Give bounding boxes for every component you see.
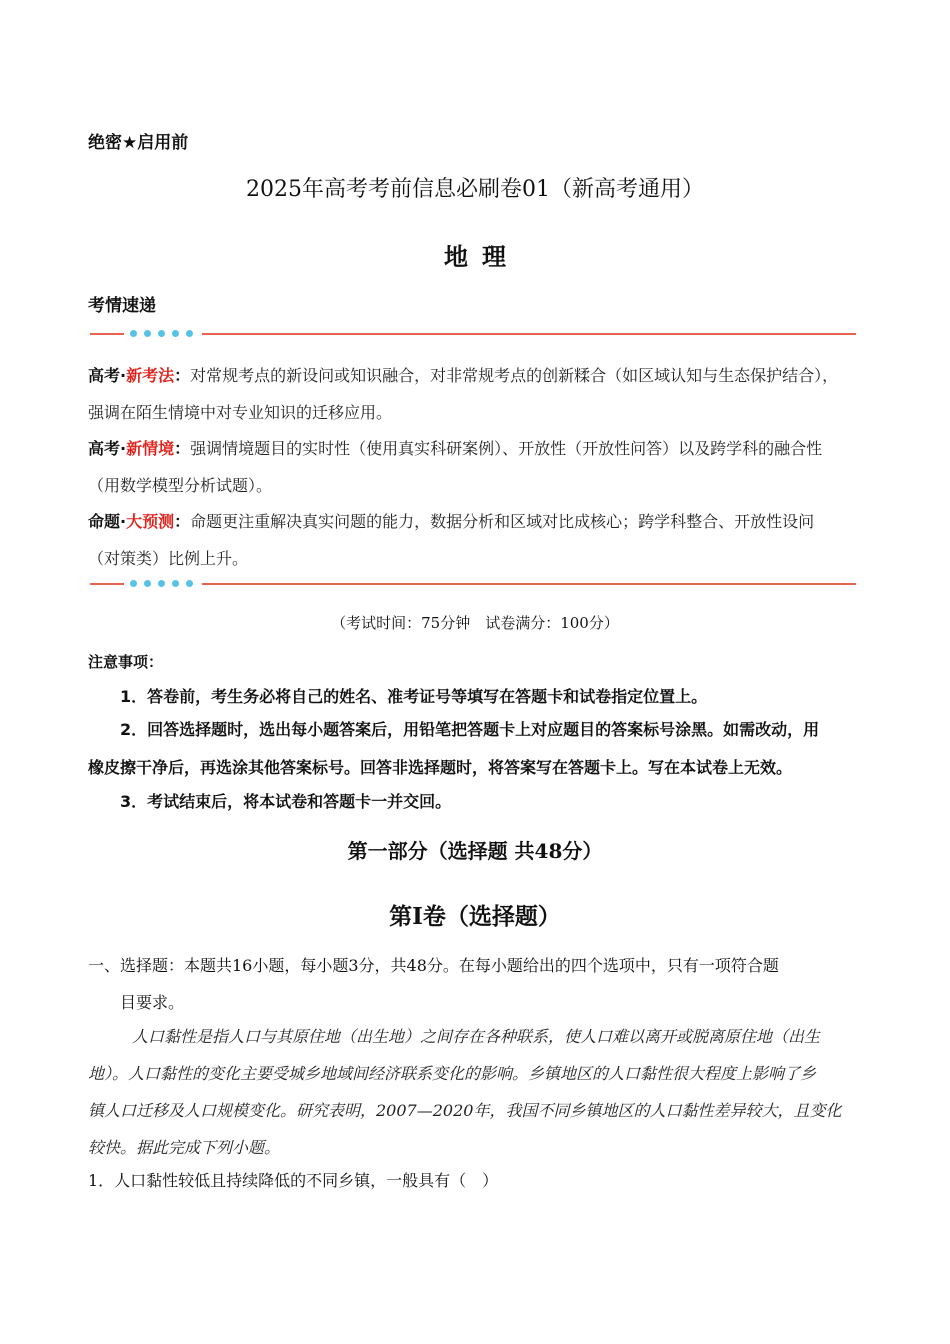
- confidential-label: 绝密★启用前: [88, 133, 189, 153]
- bottom-divider: [90, 577, 856, 591]
- overview-item-prediction: 命题·大预测：命题更注重解决真实问题的能力，数据分析和区域对比成核心；跨学科整合、开放性设问 （对策类）比例上升。: [88, 512, 815, 568]
- exam-info: （考试时间：75分钟 试卷满分：100分）: [331, 614, 619, 632]
- volume-title: 第Ⅰ卷（选择题）: [389, 903, 561, 930]
- exam-title: 2025年高考考前信息必刷卷01（新高考通用）: [246, 177, 704, 202]
- note-item: 2．回答选择题时，选出每小题答案后，用铅笔把答题卡上对应题目的答案标号涂黑。如需改动，用: [120, 720, 820, 739]
- top-divider: [90, 327, 856, 341]
- part-title: 第一部分（选择题 共48分）: [347, 839, 603, 863]
- overview-item-new-method: 高考·新考法：对常规考点的新设问或知识融合，对非常规考点的创新糅合（如区域认知与生态保护结合）， 强调在陌生情境中对专业知识的迁移应用。: [88, 366, 839, 422]
- overview-heading: 考情速递: [88, 296, 156, 316]
- question-section-heading: 一、选择题：本题共16小题，每小题3分，共48分。在每小题给出的四个选项中，只有一项符合题 目要求。: [88, 956, 779, 1012]
- question-1: 1．人口黏性较低且持续降低的不同乡镇，一般具有（ ）: [88, 1171, 499, 1190]
- subject-title: 地理: [444, 243, 520, 271]
- note-item: 橡皮擦干净后，再选涂其他答案标号。回答非选择题时，将答案写在答题卡上。写在本试卷上无效。: [88, 758, 793, 777]
- notes-heading: 注意事项：: [88, 653, 164, 671]
- note-item: 1．答卷前，考生务必将自己的姓名、准考证号等填写在答题卡和试卷指定位置上。: [120, 687, 708, 706]
- note-item: 3．考试结束后，将本试卷和答题卡一并交回。: [120, 792, 452, 811]
- reading-passage: 人口黏性是指人口与其原住地（出生地）之间存在各种联系，使人口难以离开或脱离原住地（出生 地）。人口黏性的变化主要受城乡地域间经济联系变化的影响。乡镇地区的人口黏性很大程度上影响了乡 镇人口迁移及人口规模变化。研究表明，2007—2020年，我国不同乡镇地区的人口黏性差异较大，且变化 较快。据此完成下列小题。: [88, 1027, 842, 1157]
- overview-item-new-context: 高考·新情境：强调情境题目的实时性（使用真实科研案例）、开放性（开放性问答）以及跨学科的融合性 （用数学模型分析试题）。: [88, 439, 823, 495]
